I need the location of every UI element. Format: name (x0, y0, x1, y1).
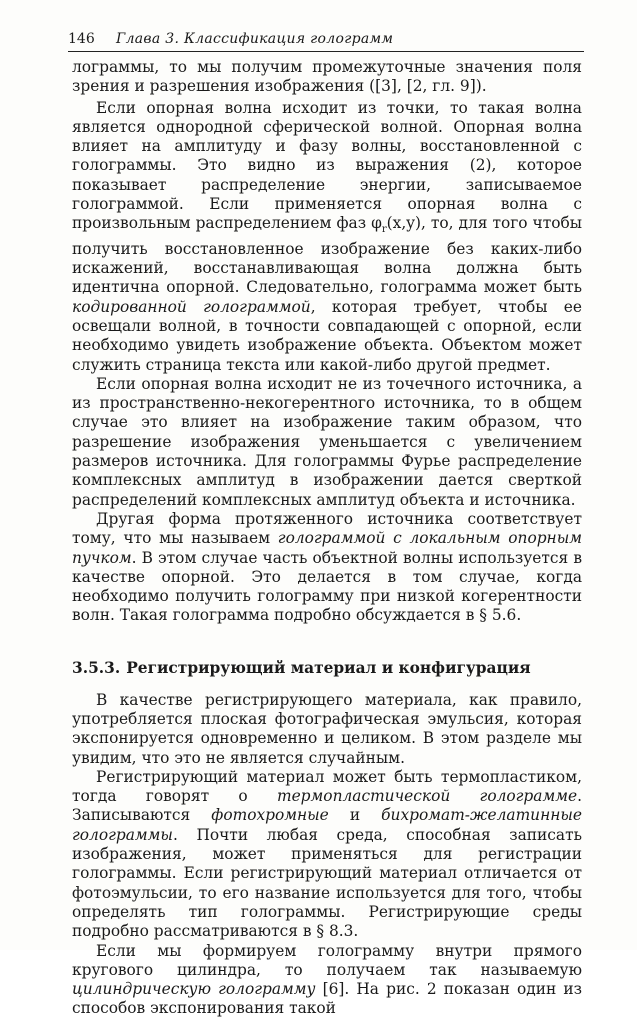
page-body (72, 58, 582, 1019)
paragraph-6 (72, 768, 582, 942)
paragraph-2-text-b: (x,y), то, для того чтобы получить восстановленное изображение без каких-либо искажений, восстанавливающая волна должна быть идентична опорной. Следовательно, голограмма может быть (72, 214, 583, 297)
paragraph-4-text-a: Другая форма протяженного источника соответствует тому, что мы называем (72, 509, 582, 548)
paragraph-7-text-b: [6]. На рис. 2 показан один из способов экспонирования такой (72, 980, 582, 1018)
paragraph-1-text: лограммы, то мы получим промежуточные значения поля зрения и разрешения изображения ([3], [2, гл. 9]). (72, 58, 582, 96)
paragraph-5 (72, 691, 582, 768)
paragraph-6-text-d: . Почти любая среда, способная записать изображения, может применяться для регистрации голограммы. Если регистрирующий материал отличается от фотоэмульсии, то его название используется для того, чтобы определять тип голограммы. Регистрирующие среды подробно рассматриваются в § 8.3. (72, 825, 582, 941)
dichromated-gelatin-term: бихромат-желатинные голограммы (72, 806, 582, 844)
paragraph-1 (72, 58, 582, 97)
paragraph-7 (72, 942, 582, 1019)
paragraph-6-text-b: . Записываются (72, 787, 582, 825)
paragraph-2-text-a: Если опорная волна исходит из точки, то такая волна является однородной сферической волной. Опорная волна влияет на амплитуду и фазу волны, восстановленной с голограммы. Это видно из выражения (2), которое показывает распределение энергии, записываемое голограммой. Если применяется опорная волна с произвольным распределением фаз φ (72, 98, 582, 233)
coded-hologram-term: кодированной голограммой (72, 297, 311, 316)
paragraph-6-text-c: и (328, 806, 382, 825)
section-title: Регистрирующий материал и конфигурация (126, 658, 531, 677)
chapter-title: Глава 3. Классификация голограмм (116, 31, 394, 47)
paragraph-6-text-a: Регистрирующий материал может быть термопластиком, тогда говорят о (72, 767, 582, 806)
paragraph-3-text: Если опорная волна исходит не из точечного источника, а из пространственно-некогерентного источника, то в общем случае это влияет на изображение таким образом, что разрешение изображения уменьшается с увеличением размеров источника. Для голограммы Фурье распределение комплексных амплитуд в изображении дается сверткой распределений комплексных амплитуд объекта и источника. (72, 374, 582, 509)
paragraph-5-text: В качестве регистрирующего материала, как правило, употребляется плоская фотографическая эмульсия, которая экспонируется одновременно и целиком. В этом разделе мы увидим, что это не является случайным. (72, 690, 582, 767)
cylindrical-hologram-term: цилиндрическую голограмму (72, 980, 316, 999)
phase-subscript: r (381, 224, 387, 236)
page-number: 146 (68, 31, 95, 47)
paragraph-2-text-c: , которая требует, чтобы ее освещали волной, в точности совпадающей с опорной, если необходимо увидеть изображение объекта. Объектом может служить страница текста или какой-либо другой предмет. (72, 297, 582, 374)
header-rule (68, 51, 584, 52)
local-reference-beam-term: голограммой с локальным опорным пучком (72, 529, 582, 567)
paragraph-4 (72, 510, 582, 626)
photochromic-term: фотохромные (211, 806, 329, 825)
thermoplastic-hologram-term: термопластической голограмме (276, 787, 578, 806)
paragraph-4-text-b: . В этом случае часть объектной волны используется в качестве опорной. Это делается в том случае, когда необходимо получить голограмму при низкой когерентности волн. Такая голограмма подробно обсуждается в § 5.6. (72, 548, 582, 625)
section-heading (72, 658, 582, 678)
section-number: 3.5.3. (72, 658, 121, 677)
paragraph-7-text-a: Если мы формируем голограмму внутри прямого кругового цилиндра, то получаем так называемую (72, 941, 582, 979)
running-header (68, 30, 584, 52)
paragraph-2 (72, 99, 582, 375)
paragraph-3 (72, 375, 582, 510)
